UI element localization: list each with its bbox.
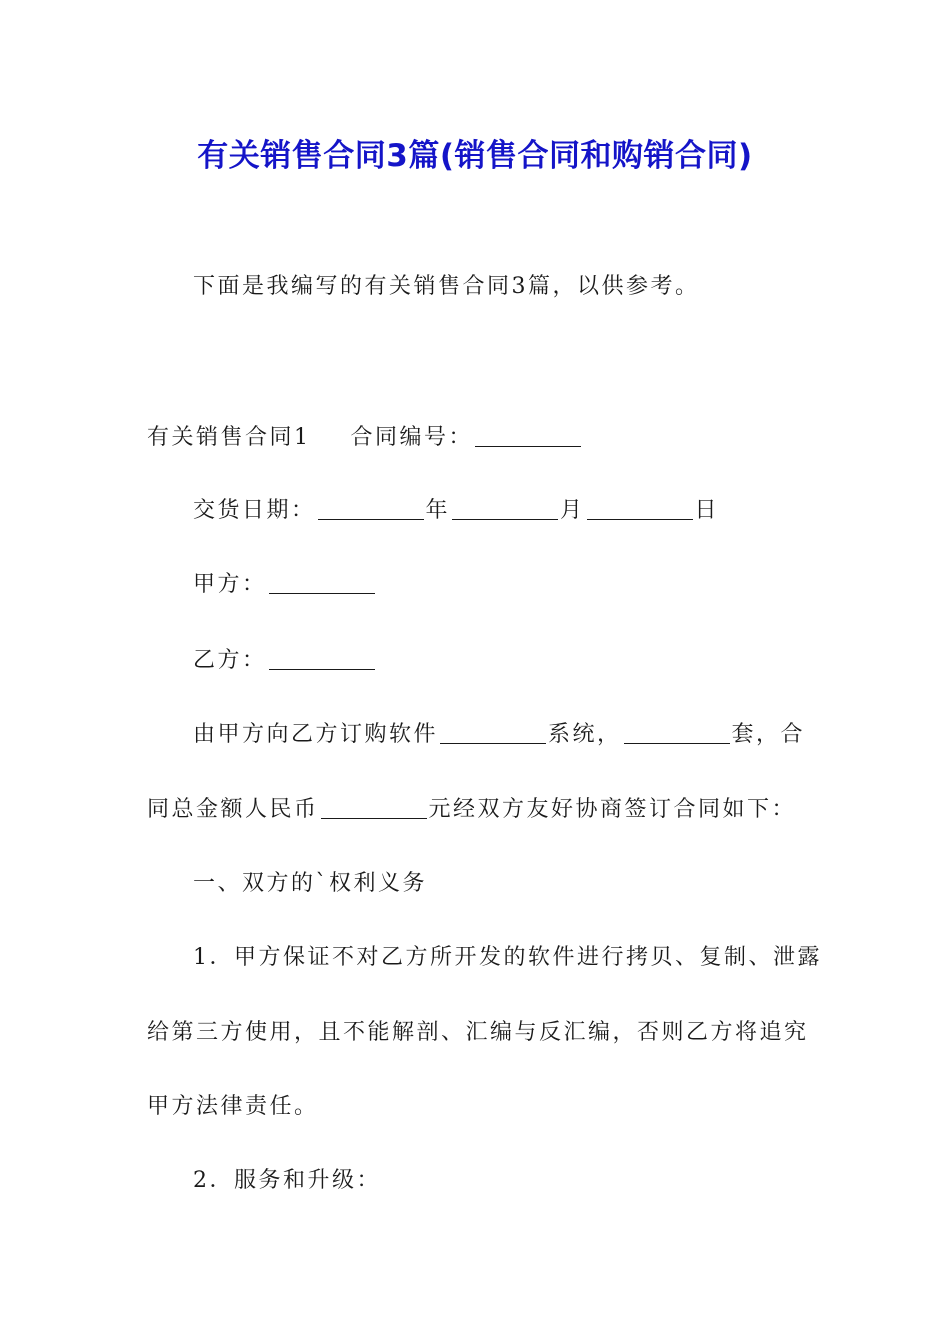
day-label: 日 [694, 498, 720, 523]
party-b-blank [269, 649, 375, 670]
item-2-title: 2．服务和升级： [193, 1168, 381, 1193]
delivery-year-blank [318, 499, 424, 520]
party-b-line [193, 646, 377, 676]
party-b-label: 乙方： [193, 648, 267, 673]
sets-count-blank [624, 723, 730, 744]
order-text-2: 系统， [548, 722, 622, 747]
delivery-month-blank [452, 499, 558, 520]
contract-heading: 有关销售合同1 [147, 425, 311, 450]
party-a-blank [269, 573, 375, 594]
delivery-day-blank [587, 499, 693, 520]
amount-blank [321, 798, 427, 819]
order-paragraph-line-1 [193, 720, 805, 750]
section-1-title: 一、双方的`权利义务 [193, 871, 428, 896]
contract-header-line [147, 423, 583, 453]
software-name-blank [440, 723, 546, 744]
delivery-date-line [193, 496, 719, 526]
item-1-line-3: 甲方法律责任。 [147, 1094, 319, 1119]
intro-paragraph: 下面是我编写的有关销售合同3篇，以供参考。 [193, 274, 700, 299]
order-text-1: 由甲方向乙方订购软件 [193, 722, 439, 747]
order-text-3: 套，合 [731, 722, 806, 747]
order-paragraph-line-2 [147, 795, 796, 825]
year-label: 年 [425, 498, 451, 523]
item-1-line-2: 给第三方使用，且不能解剖、汇编与反汇编，否则乙方将追究 [147, 1020, 809, 1045]
order-text-4: 同总金额人民币 [147, 797, 319, 822]
delivery-date-label: 交货日期： [193, 498, 316, 523]
item-1-line-1: 1．甲方保证不对乙方所开发的软件进行拷贝、复制、泄露 [193, 945, 822, 970]
month-label: 月 [560, 498, 585, 523]
contract-number-blank [475, 426, 581, 447]
document-title: 有关销售合同3篇(销售合同和购销合同) [197, 138, 753, 174]
party-a-label: 甲方： [193, 572, 267, 597]
contract-number-label: 合同编号： [350, 425, 474, 450]
order-text-5: 元经双方友好协商签订合同如下： [428, 797, 797, 822]
party-a-line [193, 570, 377, 600]
